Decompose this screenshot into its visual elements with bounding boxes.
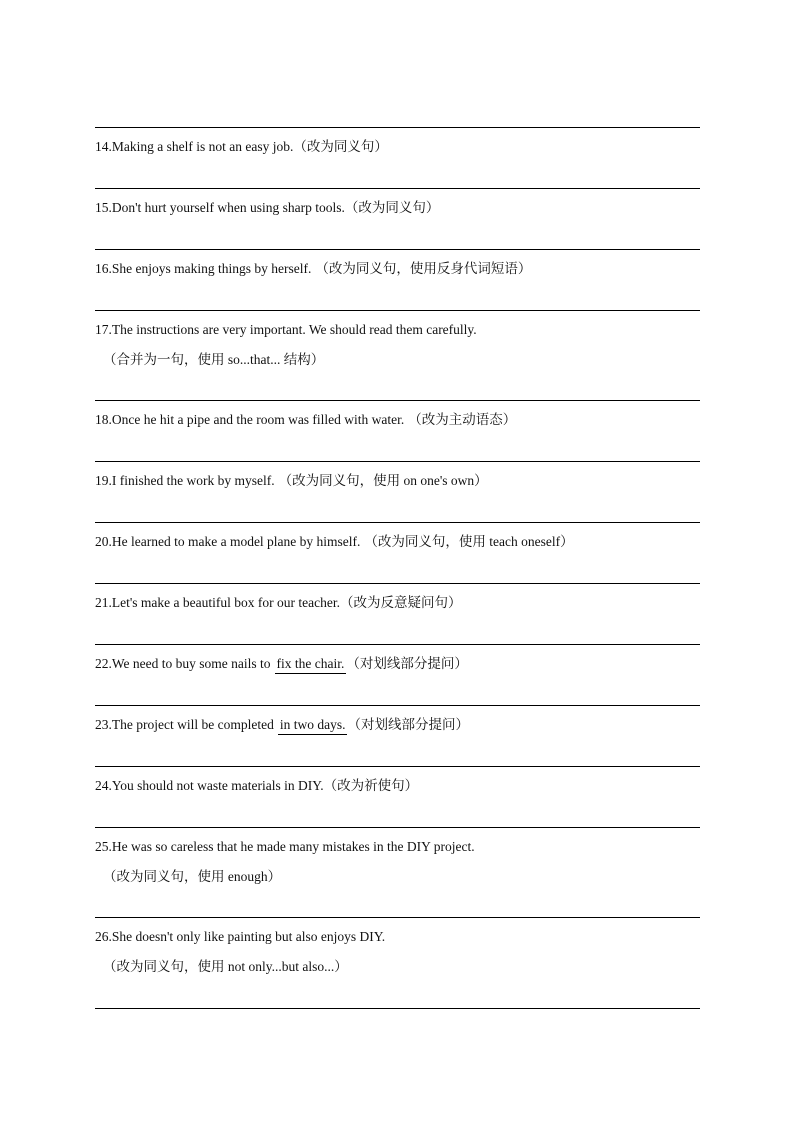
question-21 — [95, 584, 700, 644]
question-26 — [95, 918, 700, 1008]
question-number: 25. — [95, 839, 112, 854]
underlined-part: fix the chair. — [275, 656, 347, 674]
question-number: 26. — [95, 929, 112, 944]
question-text: He learned to make a model plane by himself. — [111, 534, 361, 549]
question-number: 15. — [95, 200, 112, 215]
instruction: （改为同义句，使用反身代词短语） — [315, 261, 532, 276]
question-number: 16. — [95, 261, 112, 276]
question-22 — [95, 645, 700, 705]
instruction: （改为祈使句） — [323, 778, 419, 793]
question-text: Don't hurt yourself when using sharp tools. — [111, 200, 345, 215]
question-17 — [95, 311, 700, 400]
question-text: Making a shelf is not an easy job. — [111, 139, 294, 154]
question-25 — [95, 828, 700, 917]
question-16 — [95, 250, 700, 310]
instruction: （对划线部分提问） — [346, 656, 468, 671]
question-number: 19. — [95, 473, 112, 488]
question-number: 20. — [95, 534, 112, 549]
question-number: 21. — [95, 595, 112, 610]
question-14 — [95, 128, 700, 188]
worksheet — [95, 127, 700, 1009]
question-text: She enjoys making things by herself. — [111, 261, 312, 276]
question-number: 22. — [95, 656, 112, 671]
question-text: The instructions are very important. We should read them carefully. — [111, 322, 477, 337]
answer-line — [95, 1008, 700, 1009]
question-text: You should not waste materials in DIY. — [111, 778, 324, 793]
question-number: 17. — [95, 322, 112, 337]
underlined-part: in two days. — [278, 717, 348, 735]
question-text: Once he hit a pipe and the room was filled with water. — [111, 412, 405, 427]
question-18 — [95, 401, 700, 461]
question-text: Let's make a beautiful box for our teacher. — [111, 595, 340, 610]
instruction: （合并为一句，使用 so...that... 结构） — [103, 352, 325, 367]
instruction: （改为同义句，使用 teach oneself） — [364, 534, 574, 549]
question-text: She doesn't only like painting but also enjoys DIY. — [111, 929, 386, 944]
question-number: 14. — [95, 139, 112, 154]
question-text: He was so careless that he made many mistakes in the DIY project. — [111, 839, 475, 854]
instruction: （改为同义句，使用 on one's own） — [278, 473, 488, 488]
instruction: （改为同义句） — [293, 139, 388, 154]
question-24 — [95, 767, 700, 827]
question-text: We need to buy some nails to — [111, 656, 271, 671]
instruction: （改为主动语态） — [408, 412, 517, 427]
instruction: （改为反意疑问句） — [339, 595, 462, 610]
instruction: （改为同义句，使用 not only...but also...） — [103, 959, 348, 974]
question-number: 24. — [95, 778, 112, 793]
question-number: 18. — [95, 412, 112, 427]
question-text: The project will be completed — [111, 717, 274, 732]
question-23 — [95, 706, 700, 766]
instruction: （改为同义句） — [344, 200, 440, 215]
question-text: I finished the work by myself. — [111, 473, 275, 488]
instruction: （改为同义句，使用 enough） — [103, 869, 282, 884]
instruction: （对划线部分提问） — [347, 717, 469, 732]
question-19 — [95, 462, 700, 522]
question-number: 23. — [95, 717, 112, 732]
question-20 — [95, 523, 700, 583]
question-15 — [95, 189, 700, 249]
